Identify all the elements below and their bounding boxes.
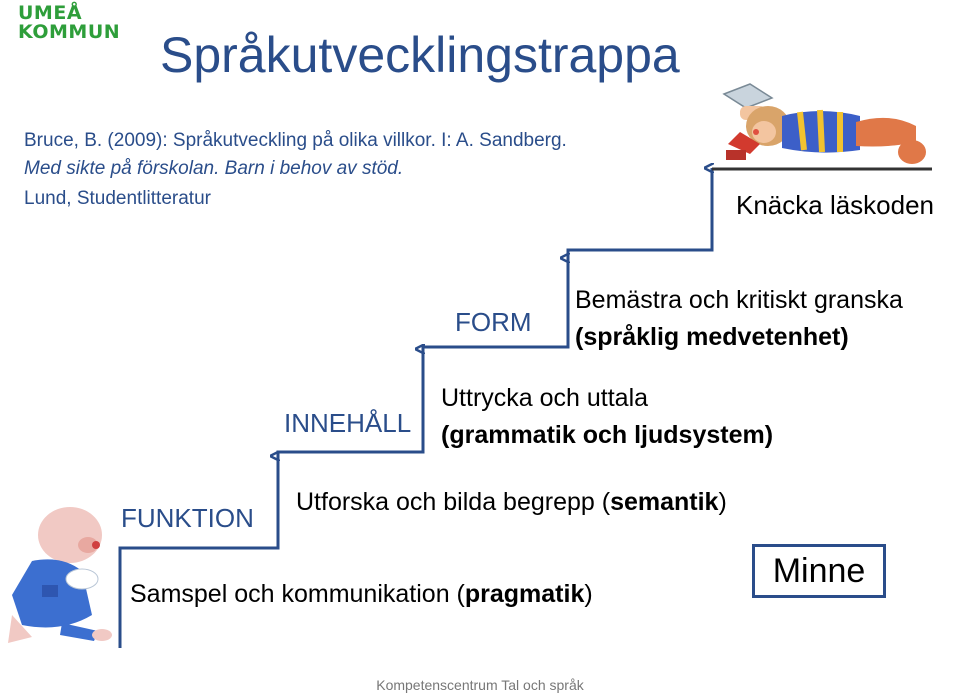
reading-child-illustration bbox=[720, 82, 932, 174]
reference-line-3: Lund, Studentlitteratur bbox=[24, 188, 211, 209]
reference-line-1: Bruce, B. (2009): Språkutveckling på olika villkor. I: A. Sandberg. bbox=[24, 130, 567, 151]
slide-title: Språkutvecklingstrappa bbox=[160, 27, 680, 83]
description-semantik bbox=[296, 484, 727, 521]
step-arrow-4 bbox=[568, 168, 712, 258]
step-arrow-2 bbox=[278, 349, 423, 456]
medvetenhet-line-1: Bemästra och kritiskt granska bbox=[575, 286, 903, 314]
toddler-illustration bbox=[2, 505, 118, 645]
pragmatik-suffix: ) bbox=[584, 580, 593, 608]
logo-line-2: KOMMUN bbox=[18, 21, 121, 43]
reference-line-2: Med sikte på förskolan. Barn i behov av stöd. bbox=[24, 158, 404, 179]
medvetenhet-line-2: (språklig medvetenhet) bbox=[575, 323, 849, 351]
pragmatik-prefix: Samspel och kommunikation ( bbox=[130, 580, 465, 608]
step-label-innehall: INNEHÅLL bbox=[284, 408, 412, 438]
step-label-funktion: FUNKTION bbox=[121, 503, 254, 533]
semantik-suffix: ) bbox=[718, 488, 727, 516]
description-medvetenhet bbox=[575, 282, 903, 356]
grammatik-line-1: Uttrycka och uttala bbox=[441, 384, 649, 412]
description-pragmatik bbox=[130, 576, 593, 613]
semantik-term: semantik bbox=[610, 488, 719, 516]
step-arrow-1 bbox=[120, 456, 278, 648]
logo-line-1: UMEÅ bbox=[18, 2, 83, 24]
grammatik-line-2: (grammatik och ljudsystem) bbox=[441, 421, 774, 449]
description-grammatik bbox=[441, 380, 773, 454]
step-label-knacka-laskoden: Knäcka läskoden bbox=[736, 190, 935, 220]
minne-box bbox=[752, 544, 886, 598]
pragmatik-term: pragmatik bbox=[464, 580, 585, 608]
semantik-prefix: Utforska och bilda begrepp ( bbox=[296, 488, 611, 516]
footer-text: Kompetenscentrum Tal och språk bbox=[376, 677, 584, 693]
step-label-form: FORM bbox=[455, 307, 532, 337]
minne-label: Minne bbox=[772, 551, 866, 590]
